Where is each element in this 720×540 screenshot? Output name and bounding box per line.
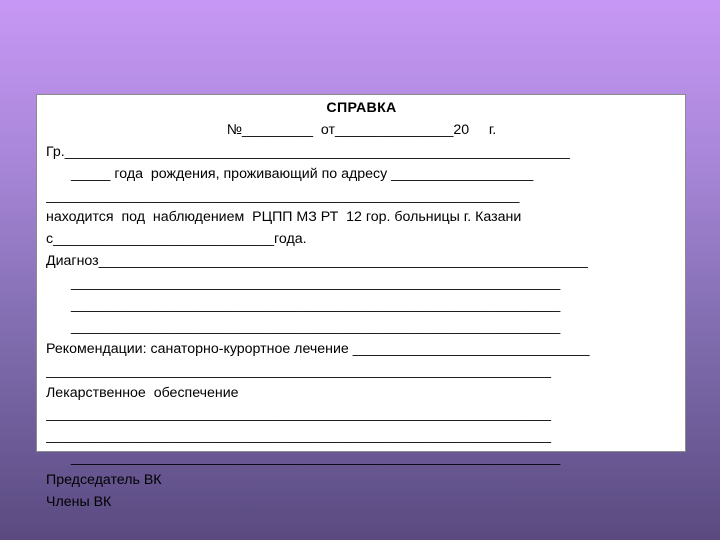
citizen-name-line: Гр.________________________________________________________________ bbox=[46, 143, 570, 160]
birth-address-line: _____ года рождения, проживающий по адресу __________________ bbox=[71, 165, 534, 182]
chairman-line: Председатель ВК bbox=[46, 472, 162, 489]
members-line: Члены ВК bbox=[46, 494, 112, 511]
form-title: СПРАВКА bbox=[326, 100, 397, 116]
diagnosis-line: Диагноз______________________________________________________________ bbox=[46, 253, 588, 270]
certificate-form bbox=[36, 94, 686, 511]
medication-blank-line-1: ________________________________________________________________ bbox=[46, 406, 551, 423]
diagnosis-blank-line-1: ______________________________________________________________ bbox=[71, 275, 561, 292]
recommendations-blank-line: ________________________________________________________________ bbox=[46, 362, 551, 379]
since-year-line: с____________________________года. bbox=[46, 231, 307, 248]
observation-line: находится под наблюдением РЦПП МЗ РТ 12 гор. больницы г. Казани bbox=[46, 209, 522, 226]
recommendations-line: Рекомендации: санаторно-курортное лечение ______________________________ bbox=[46, 340, 590, 357]
medication-label: Лекарственное обеспечение bbox=[46, 384, 239, 401]
diagnosis-blank-line-3: ______________________________________________________________ bbox=[71, 318, 561, 335]
medication-blank-line-3: ______________________________________________________________ bbox=[71, 450, 561, 467]
number-date-line: №_________ от_______________20 г. bbox=[226, 121, 497, 138]
diagnosis-blank-line-2: ______________________________________________________________ bbox=[71, 297, 561, 314]
medication-blank-line-2: ________________________________________________________________ bbox=[46, 428, 551, 445]
address-blank-line: ____________________________________________________________ bbox=[46, 187, 520, 204]
